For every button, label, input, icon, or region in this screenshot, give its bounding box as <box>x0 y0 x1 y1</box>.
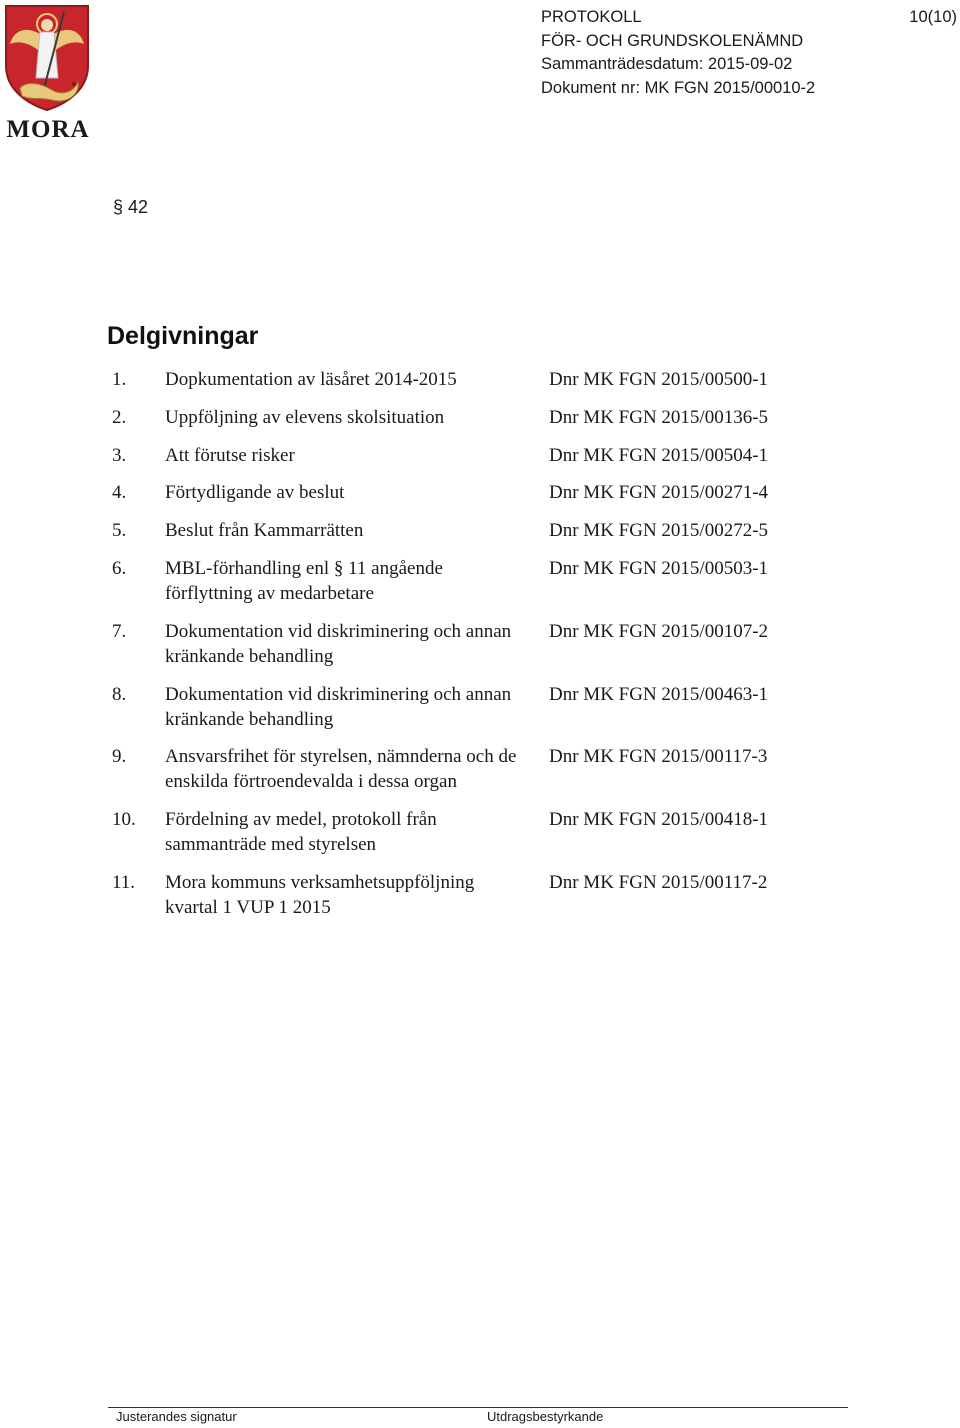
item-dnr: Dnr MK FGN 2015/00136-5 <box>549 406 769 428</box>
item-title: Dopkumentation av läsåret 2014-2015 <box>165 369 457 390</box>
item-number: 10. <box>112 809 136 831</box>
document-header <box>541 6 815 100</box>
item-dnr: Dnr MK FGN 2015/00500-1 <box>549 369 769 390</box>
item-dnr: Dnr MK FGN 2015/00463-1 <box>549 683 769 705</box>
item-number: 1. <box>112 369 127 390</box>
list-item <box>112 619 832 669</box>
list-item <box>112 556 832 606</box>
list-item <box>112 870 832 920</box>
item-title: Ansvarsfrihet för styrelsen, nämnderna och de enskilda förtroendevalda i dessa organ <box>165 746 517 793</box>
item-number: 8. <box>112 683 127 705</box>
item-title: Uppföljning av elevens skolsituation <box>165 406 445 428</box>
meeting-date: Sammanträdesdatum: 2015-09-02 <box>541 55 793 73</box>
item-number: 4. <box>112 482 127 504</box>
item-dnr: Dnr MK FGN 2015/00117-3 <box>549 746 768 768</box>
item-number: 5. <box>112 520 127 542</box>
list-item <box>112 518 832 543</box>
document-number: Dokument nr: MK FGN 2015/00010-2 <box>541 78 816 97</box>
mora-coat-of-arms <box>2 4 92 143</box>
footer-signature-label: Justerandes signatur <box>116 1409 237 1424</box>
list-item <box>112 807 832 857</box>
item-dnr: Dnr MK FGN 2015/00271-4 <box>549 482 769 504</box>
list-item <box>112 480 832 505</box>
list-item <box>112 367 832 392</box>
item-number: 3. <box>112 444 127 466</box>
item-number: 9. <box>112 746 127 768</box>
item-dnr: Dnr MK FGN 2015/00504-1 <box>549 444 769 466</box>
coat-of-arms-icon <box>2 4 92 112</box>
list-item <box>112 682 832 732</box>
list-item <box>112 744 832 794</box>
item-title: MBL-förhandling enl § 11 angående förflyttning av medarbetare <box>165 557 443 604</box>
paragraph-number: § 42 <box>113 197 149 217</box>
item-title: Dokumentation vid diskriminering och annan kränkande behandling <box>165 683 512 730</box>
item-number: 6. <box>112 557 127 579</box>
notification-list <box>112 367 832 933</box>
item-dnr: Dnr MK FGN 2015/00117-2 <box>549 871 768 893</box>
list-item <box>112 405 832 430</box>
item-number: 11. <box>112 871 136 893</box>
board-name: FÖR- OCH GRUNDSKOLENÄMND <box>541 31 804 50</box>
footer-certification-label: Utdragsbestyrkande <box>487 1409 604 1424</box>
item-dnr: Dnr MK FGN 2015/00503-1 <box>549 557 769 579</box>
doc-type: PROTOKOLL <box>541 8 642 26</box>
item-dnr: Dnr MK FGN 2015/00418-1 <box>549 809 769 831</box>
logo-text: MORA <box>6 116 90 143</box>
item-number: 2. <box>112 406 127 428</box>
section-heading: Delgivningar <box>107 322 259 350</box>
item-title: Mora kommuns verksamhetsuppföljning kvartal 1 VUP 1 2015 <box>165 871 475 918</box>
item-dnr: Dnr MK FGN 2015/00107-2 <box>549 620 769 642</box>
item-title: Förtydligande av beslut <box>165 482 345 504</box>
item-title: Fördelning av medel, protokoll från sammanträde med styrelsen <box>165 809 437 856</box>
item-title: Dokumentation vid diskriminering och annan kränkande behandling <box>165 620 512 667</box>
footer-divider <box>108 1407 848 1408</box>
item-number: 7. <box>112 620 127 642</box>
item-dnr: Dnr MK FGN 2015/00272-5 <box>549 520 769 542</box>
item-title: Beslut från Kammarrätten <box>165 520 364 542</box>
list-item <box>112 443 832 468</box>
page-number: 10(10) <box>909 8 957 26</box>
item-title: Att förutse risker <box>165 444 295 466</box>
